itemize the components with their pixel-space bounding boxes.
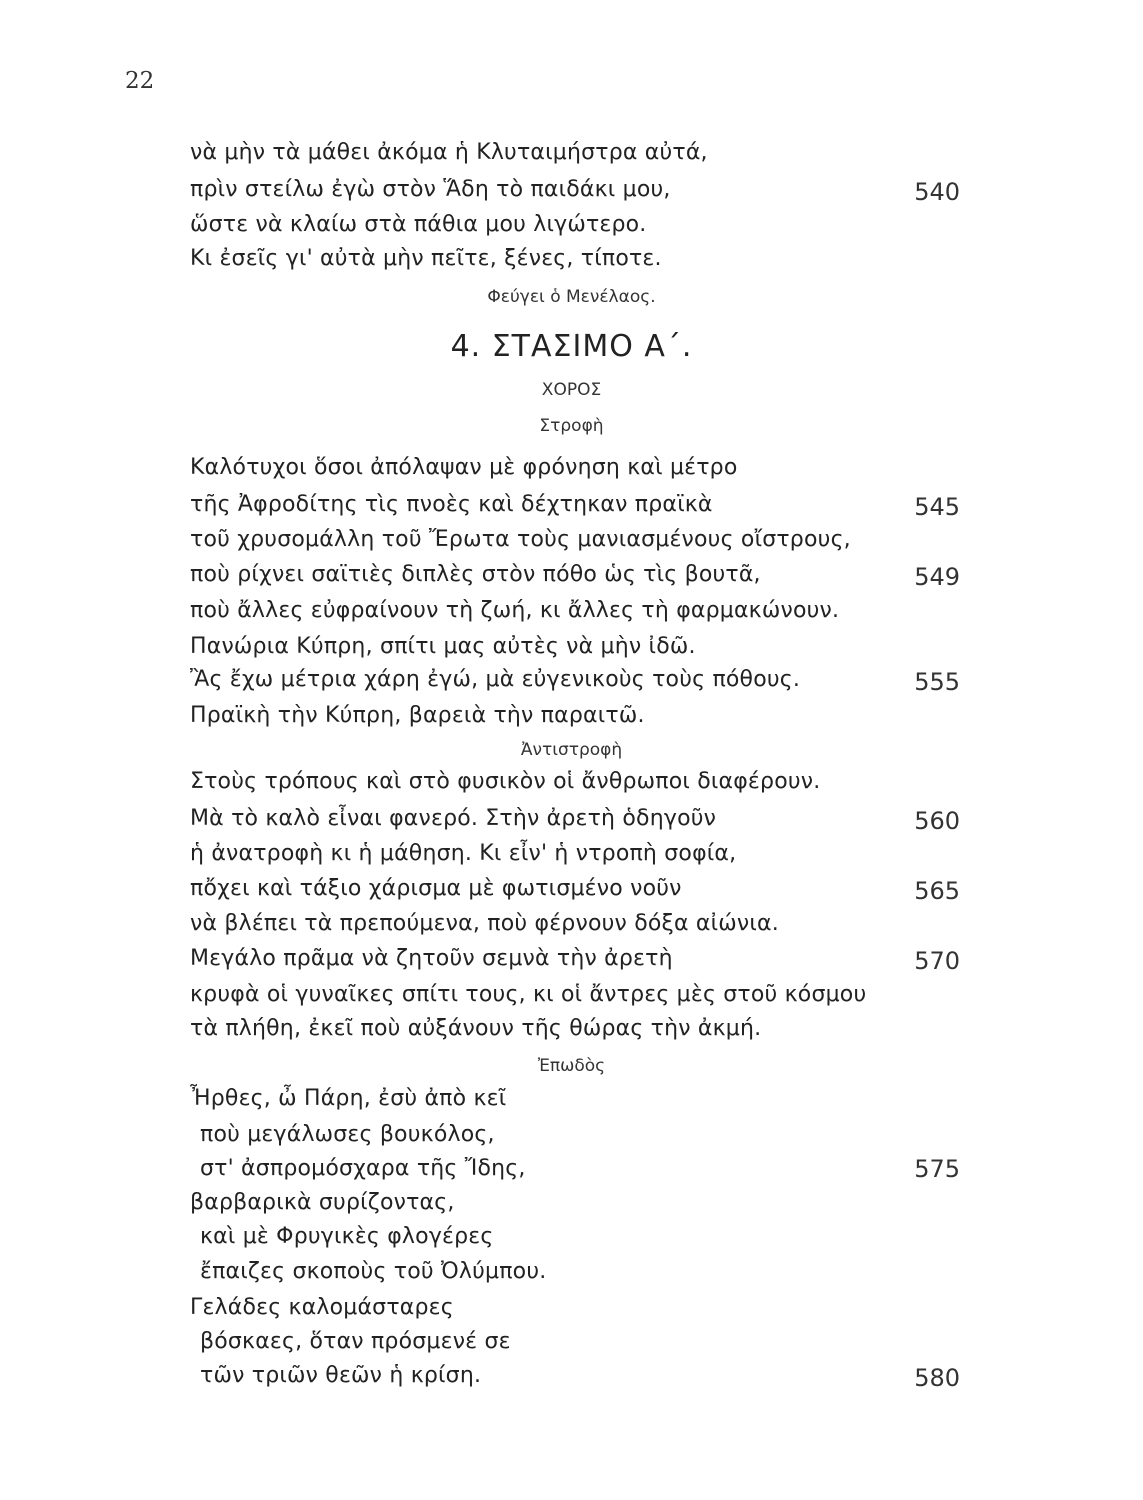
verse-line: ποὺ μεγάλωσες βουκόλος, — [200, 1122, 495, 1147]
verse-line: νὰ βλέπει τὰ πρεπούμενα, ποὺ φέρνουν δόξα αἰώνια. — [190, 911, 779, 936]
verse-line: τὰ πλήθη, ἐκεῖ ποὺ αὐξάνουν τῆς θώρας τὴν ἀκμή. — [190, 1016, 762, 1041]
verse-line: Μεγάλο πρᾶμα νὰ ζητοῦν σεμνὰ τὴν ἀρετὴ — [190, 946, 673, 971]
verse-line: τῆς Ἀφροδίτης τὶς πνοὲς καὶ δέχτηκαν πραϊκὰ — [190, 492, 713, 517]
verse-line: νὰ μὴν τὰ μάθει ἀκόμα ἡ Κλυταιμήστρα αὐτά, — [190, 140, 708, 165]
verse-line: Στοὺς τρόπους καὶ στὸ φυσικὸν οἱ ἄνθρωποι διαφέρουν. — [190, 769, 821, 794]
verse-line: Πραϊκὴ τὴν Κύπρη, βαρειὰ τὴν παραιτῶ. — [190, 703, 645, 728]
verse-line: ἡ ἀνατροφὴ κι ἡ μάθηση. Κι εἶν' ἡ ντροπὴ σοφία, — [190, 841, 737, 866]
line-number: 570 — [914, 947, 960, 975]
line-number: 580 — [914, 1364, 960, 1392]
line-number: 565 — [914, 877, 960, 905]
verse-line: τοῦ χρυσομάλλη τοῦ Ἔρωτα τοὺς μανιασμένους οἴστρους, — [190, 527, 851, 552]
verse-line: Καλότυχοι ὅσοι ἀπόλαψαν μὲ φρόνηση καὶ μέτρο — [190, 455, 738, 480]
verse-line: Πανώρια Κύπρη, σπίτι μας αὐτὲς νὰ μὴν ἰδῶ. — [190, 634, 696, 659]
verse-line: ποὺ ἄλλες εὐφραίνουν τὴ ζωή, κι ἄλλες τὴ φαρμακώνουν. — [190, 598, 840, 623]
verse-line: Γελάδες καλομάσταρες — [190, 1295, 454, 1320]
verse-line: πὄχει καὶ τάξιο χάρισμα μὲ φωτισμένο νοῦν — [190, 876, 682, 901]
chorus-label: ΧΟΡΟΣ — [541, 380, 602, 400]
section-title: 4. ΣΤΑΣΙΜΟ Α΄. — [450, 329, 693, 364]
verse-line: Κι ἐσεῖς γι' αὐτὰ μὴν πεῖτε, ξένες, τίποτε. — [190, 246, 662, 271]
verse-line: ἔπαιζες σκοποὺς τοῦ Ὀλύμπου. — [200, 1259, 547, 1284]
verse-line: βαρβαρικὰ συρίζοντας, — [190, 1190, 455, 1215]
verse-line: πρὶν στείλω ἐγὼ στὸν Ἅδη τὸ παιδάκι μου, — [190, 177, 671, 202]
verse-line: Μὰ τὸ καλὸ εἶναι φανερό. Στὴν ἀρετὴ ὁδηγοῦν — [190, 806, 717, 831]
verse-line: ὥστε νὰ κλαίω στὰ πάθια μου λιγώτερο. — [190, 212, 647, 237]
line-number: 560 — [914, 807, 960, 835]
epode-label: Ἐπωδὸς — [537, 1056, 606, 1076]
verse-line: στ' ἀσπρομόσχαρα τῆς Ἴδης, — [200, 1156, 526, 1181]
verse-line: Ἦρθες, ὦ Πάρη, ἐσὺ ἀπὸ κεῖ — [190, 1086, 507, 1111]
page-number: 22 — [125, 68, 155, 94]
line-number: 575 — [914, 1155, 960, 1183]
line-number: 540 — [914, 178, 960, 206]
antistrophe-label: Ἀντιστροφὴ — [520, 740, 623, 760]
verse-line: Ἂς ἔχω μέτρια χάρη ἐγώ, μὰ εὐγενικοὺς τοὺς πόθους. — [190, 667, 801, 692]
line-number: 555 — [914, 668, 960, 696]
strophe-label: Στροφὴ — [539, 416, 604, 436]
line-number: 549 — [914, 563, 960, 591]
verse-line: κρυφὰ οἱ γυναῖκες σπίτι τους, κι οἱ ἄντρες μὲς στοῦ κόσμου — [190, 982, 867, 1007]
line-number: 545 — [914, 493, 960, 521]
stage-direction: Φεύγει ὁ Μενέλαος. — [487, 287, 656, 307]
verse-line: βόσκαες, ὅταν πρόσμενέ σε — [200, 1329, 511, 1354]
verse-line: ποὺ ρίχνει σαϊτιὲς διπλὲς στὸν πόθο ὡς τὶς βουτᾶ, — [190, 562, 761, 587]
verse-line: καὶ μὲ Φρυγικὲς φλογέρες — [200, 1224, 494, 1249]
verse-line: τῶν τριῶν θεῶν ἡ κρίση. — [200, 1363, 482, 1388]
